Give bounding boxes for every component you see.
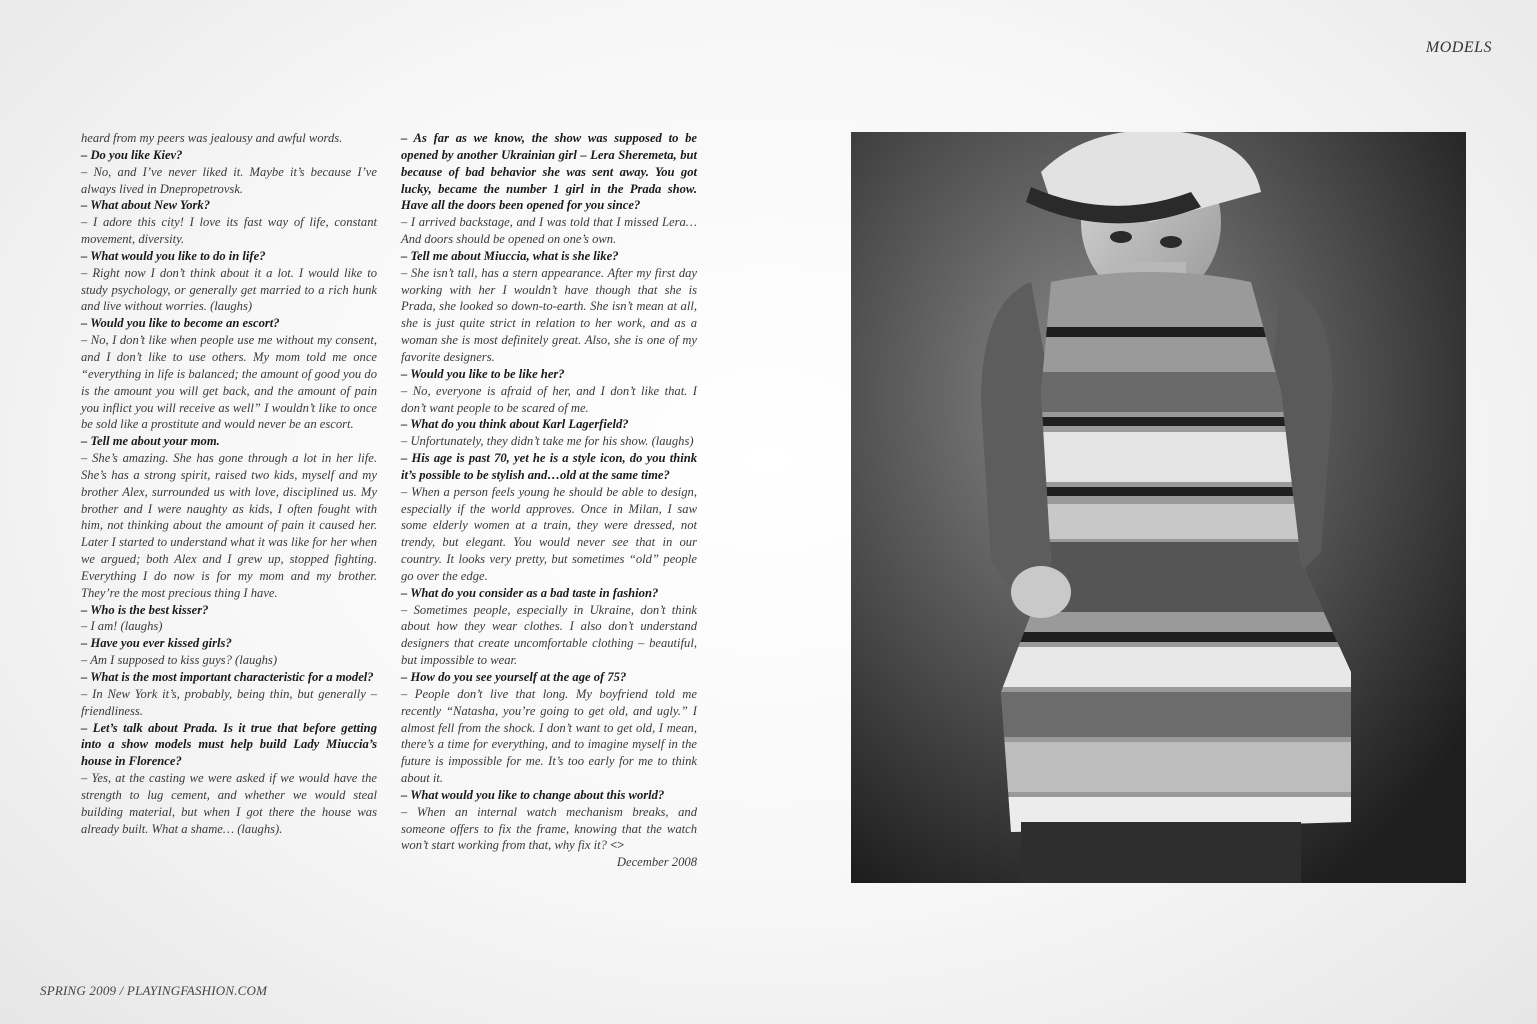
interview-answer: heard from my peers was jealousy and awful words. [81, 131, 343, 145]
interview-answer: – People don’t live that long. My boyfriend told me recently “Natasha, you’re going to get old, and ugly.” I almost fell from the shock. I don’t want to get old, I mean, there’s a time for everything, and to imagine myself in the future is impossible for me. It’s too early for me to think about it. [401, 686, 697, 786]
interview-question: – Tell me about Miuccia, what is she like? [401, 248, 619, 263]
interview-question: – What about New York? [81, 198, 210, 213]
section-label: MODELS [1425, 39, 1492, 56]
interview-question: – What is the most important characteristic for a model? [81, 670, 374, 684]
interview-answer: – I adore this city! I love its fast way of life, constant movement, diversity. [81, 215, 377, 247]
interview-column-left [81, 130, 377, 837]
interview-question: – What do you consider as a bad taste in fashion? [401, 585, 659, 600]
interview-answer: – I arrived backstage, and I was told that I missed Lera… And doors should be opened on one’s own. [401, 215, 697, 247]
interview-answer: – No, and I’ve never liked it. Maybe it’s because I’ve always lived in Dnepropetrovsk. [81, 164, 377, 196]
interview-question: – What do you think about Karl Lagerfield? [401, 417, 629, 432]
interview-question: – Tell me about your mom. [81, 434, 220, 449]
interview-question: – Who is the best kisser? [81, 602, 209, 617]
interview-question: – Do you like Kiev? [81, 147, 183, 162]
interview-answer: – When an internal watch mechanism breaks, and someone offers to fix the frame, knowing that the watch won’t start working from that, why fix it? <> [401, 804, 697, 853]
interview-answer: – When a person feels young he should be able to design, especially if the world approves. Once in Milan, I saw some elderly women at a train, they were dressed, not trendy, but elegant. You would never see that in our country. It looks very pretty, but sometimes “old” people go over the edge. [401, 484, 697, 583]
interview-date: December 2008 [616, 855, 697, 870]
interview-question: – How do you see yourself at the age of 75? [401, 670, 627, 684]
interview-question: – As far as we know, the show was supposed to be opened by another Ukrainian girl – Lera Sheremeta, but because of bad behavior she was sent away. You got lucky, became the number 1 girl in the Prada show. Have all the doors been opened for you since? [401, 131, 697, 213]
interview-answer: – Unfortunately, they didn’t take me for his show. (laughs) [401, 434, 694, 449]
interview-column-right [401, 130, 697, 871]
interview-answer: – I am! (laughs) [81, 619, 163, 634]
interview-answer: – She’s amazing. She has gone through a lot in her life. She’s has a strong spirit, raised two kids, myself and my brother Alex, surrounded us with love, disciplined us. My brother and I were naughty as kids, I often fought with him, not thinking about the amount of pain it caused her. Later I started to understand what it was like for her when we argued; both Alex and I grew up, stopped fighting. Everything I do now is for my mom and my brother. They’re the most precious thing I have. [81, 451, 377, 600]
interview-question: – His age is past 70, yet he is a style icon, do you think it’s possible to be stylish and…old at the same time? [401, 451, 697, 482]
end-mark: <> [606, 838, 625, 853]
interview-question: – Would you like to be like her? [401, 366, 565, 381]
interview-question: – What would you like to change about this world? [401, 787, 665, 802]
interview-question: – Have you ever kissed girls? [81, 636, 232, 651]
interview-answer: – Yes, at the casting we were asked if we would have the strength to lug cement, and whether we would steal building material, but when I got there the house was already built. What a shame… (laughs). [81, 771, 377, 836]
footer-issue: SPRING 2009 / PLAYINGFASHION.COM [40, 983, 268, 998]
interview-answer: – In New York it’s, probably, being thin, but generally – friendliness. [81, 686, 377, 718]
interview-answer: – Am I supposed to kiss guys? (laughs) [81, 653, 278, 668]
model-photo [851, 132, 1466, 883]
interview-question: – What would you like to do in life? [81, 248, 266, 263]
interview-answer: – She isn’t tall, has a stern appearance. After my first day working with her I wouldn’t have though that she is Prada, she looked so down-to-earth. She isn’t mean at all, she is just quite strict in relation to her work, and as a woman she is most definitely great. Also, she is one of my favorite designers. [401, 265, 697, 364]
interview-answer: – No, everyone is afraid of her, and I don’t like that. I don’t want people to be scared of me. [401, 383, 697, 415]
interview-answer: – Right now I don’t think about it a lot. I would like to study psychology, or generally get married to a rich hunk and live without worries. (laughs) [81, 265, 377, 314]
interview-answer: – No, I don’t like when people use me without my consent, and I don’t like to use others. My mom told me once “everything in life is balanced; the amount of good you do is the amount you will get back, and the amount of pain you inflict you will receive as well” I wouldn’t like to once be sold like a prostitute and would never be an escort. [81, 333, 377, 432]
interview-answer: – Sometimes people, especially in Ukraine, don’t think about how they wear clothes. I also don’t understand designers that create uncomfortable clothing – beautiful, but impossible to wear. [401, 602, 697, 668]
interview-question: – Let’s talk about Prada. Is it true that before getting into a show models must help build Lady Miuccia’s house in Florence? [81, 720, 377, 769]
interview-question: – Would you like to become an escort? [81, 316, 280, 331]
